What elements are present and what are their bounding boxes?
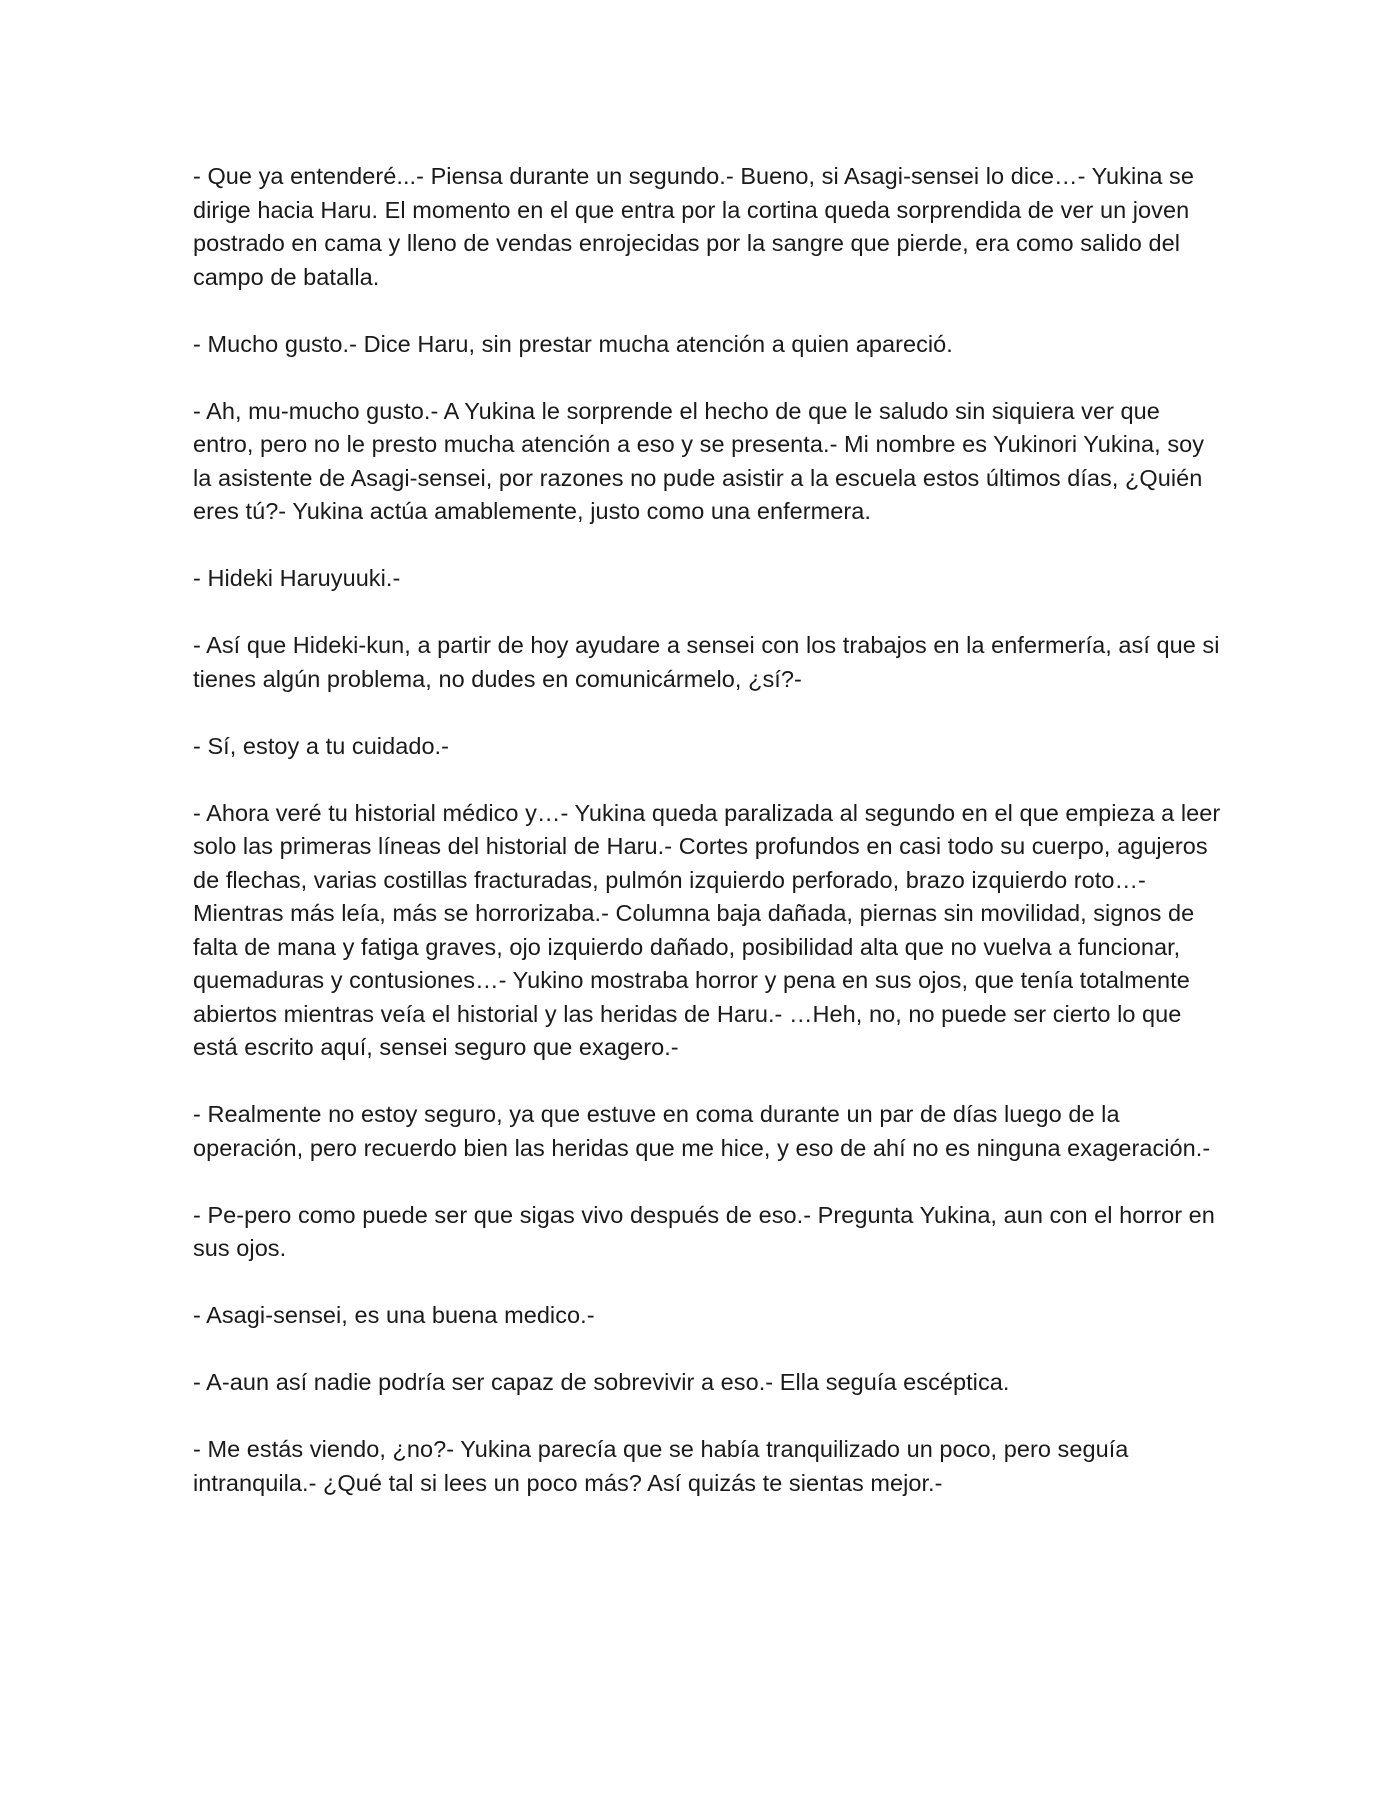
paragraph: - Pe-pero como puede ser que sigas vivo después de eso.- Pregunta Yukina, aun con el horror en sus ojos. <box>193 1201 1215 1261</box>
paragraph: - Ah, mu-mucho gusto.- A Yukina le sorprende el hecho de que le saludo sin siquiera ver que entro, pero no le presto mucha atención a eso y se presenta.- Mi nombre es Yukinori Yukina, soy la asistente de Asagi-sensei, por razones no pude asistir a la escuela estos últimos días, ¿Quién eres tú?- Yukina actúa amablemente, justo como una enfermera. <box>193 397 1205 524</box>
paragraph: - Asagi-sensei, es una buena medico.- <box>193 1302 595 1328</box>
paragraph: - A-aun así nadie podría ser capaz de sobrevivir a eso.- Ella seguía escéptica. <box>193 1369 1010 1395</box>
paragraph: - Hideki Haruyuuki.- <box>193 565 401 591</box>
paragraph: - Realmente no estoy seguro, ya que estuve en coma durante un par de días luego de la operación, pero recuerdo bien las heridas que me hice, y eso de ahí no es ninguna exageración.- <box>193 1101 1211 1161</box>
paragraph: - Mucho gusto.- Dice Haru, sin prestar mucha atención a quien apareció. <box>193 330 953 357</box>
paragraph: - Así que Hideki-kun, a partir de hoy ayudare a sensei con los trabajos en la enfermería, así que si tienes algún problema, no dudes en comunicármelo, ¿sí?- <box>193 632 1220 692</box>
paragraph: - Que ya entenderé...- Piensa durante un segundo.- Bueno, si Asagi-sensei lo dice…- Yukina se dirige hacia Haru. El momento en el que entra por la cortina queda sorprendida de ver un joven postrado en cama y lleno de vendas enrojecidas por la sangre que pierde, era como salido del campo de batalla. <box>193 163 1194 290</box>
paragraph: - Ahora veré tu historial médico y…- Yukina queda paralizada al segundo en el que empieza a leer solo las primeras líneas del historial de Haru.- Cortes profundos en casi todo su cuerpo, agujeros de flechas, varias costillas fracturadas, pulmón izquierdo perforado, brazo izquierdo roto…- Mientras más leía, más se horrorizaba.- Columna baja dañada, piernas sin movilidad, signos de falta de mana y fatiga graves, ojo izquierdo dañado, posibilidad alta que no vuelva a funcionar, quemaduras y contusiones…- Yukino mostraba horror y pena en sus ojos, que tenía totalmente abiertos mientras veía el historial y las heridas de Haru.- …Heh, no, no puede ser cierto lo que está escrito aquí, sensei seguro que exagero.- <box>193 799 1221 1060</box>
document-body <box>193 160 1223 1534</box>
paragraph: - Sí, estoy a tu cuidado.- <box>193 732 450 759</box>
paragraph: - Me estás viendo, ¿no?- Yukina parecía que se había tranquilizado un poco, pero seguía intranquila.- ¿Qué tal si lees un poco más? Así quizás te sientas mejor.- <box>193 1436 1129 1496</box>
